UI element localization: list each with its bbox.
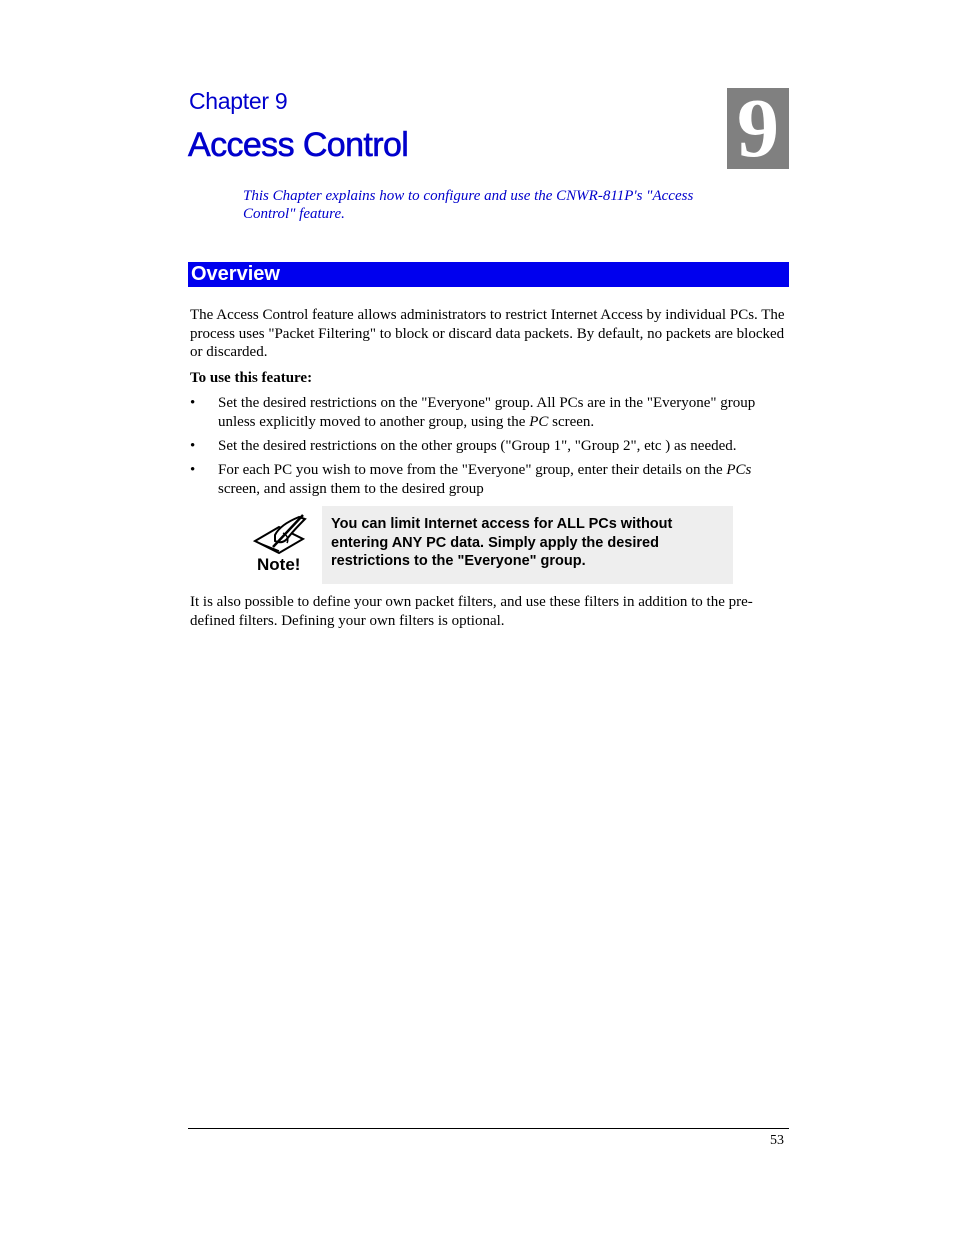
list-item	[190, 461, 790, 499]
chapter-number-badge: 9	[727, 88, 789, 169]
note-icon	[249, 513, 309, 575]
feature-steps-list	[190, 394, 790, 504]
page-number: 53	[770, 1133, 784, 1148]
bullet-icon: •	[190, 438, 196, 454]
closing-paragraph: It is also possible to define your own packet filters, and use these filters in addition to the pre-defined filters. Defining your own filters is optional.	[190, 594, 753, 629]
screen-name: PCs	[726, 462, 752, 478]
screen-name: PC	[529, 414, 549, 430]
footer-rule	[188, 1128, 789, 1129]
chapter-title: Access Control	[188, 126, 409, 164]
bullet-icon: •	[190, 462, 196, 478]
bullet-icon: •	[190, 395, 196, 411]
note-text: You can limit Internet access for ALL PCs without entering ANY PC data. Simply apply the desired restrictions to the "Everyone" group.	[331, 516, 673, 569]
list-item-text: Set the desired restrictions on the other groups ("Group 1", "Group 2", etc ) as needed.	[218, 438, 737, 454]
list-item-text: screen, and assign them to the desired group	[218, 481, 484, 497]
section-heading: Overview	[191, 263, 280, 285]
list-item-text: screen.	[548, 414, 595, 430]
list-item-text: For each PC you wish to move from the "Everyone" group, enter their details on the	[218, 462, 727, 478]
use-feature-label: To use this feature:	[190, 370, 313, 386]
note-box	[322, 506, 733, 584]
list-item	[190, 394, 790, 432]
chapter-intro: This Chapter explains how to configure and use the CNWR-811P's "Access Control" feature.	[243, 188, 694, 222]
section-heading-bar	[188, 262, 789, 287]
note-icon-label: Note!	[257, 555, 301, 574]
list-item-text: Set the desired restrictions on the "Everyone" group. All PCs are in the "Everyone" group unless explicitly moved to another group, using the	[218, 395, 756, 430]
chapter-label: Chapter 9	[189, 88, 288, 114]
overview-paragraph: The Access Control feature allows administrators to restrict Internet Access by individual PCs. The process uses "Packet Filtering" to block or discard data packets. By default, no packets are blocked or discarded.	[190, 307, 785, 360]
list-item	[190, 437, 790, 456]
